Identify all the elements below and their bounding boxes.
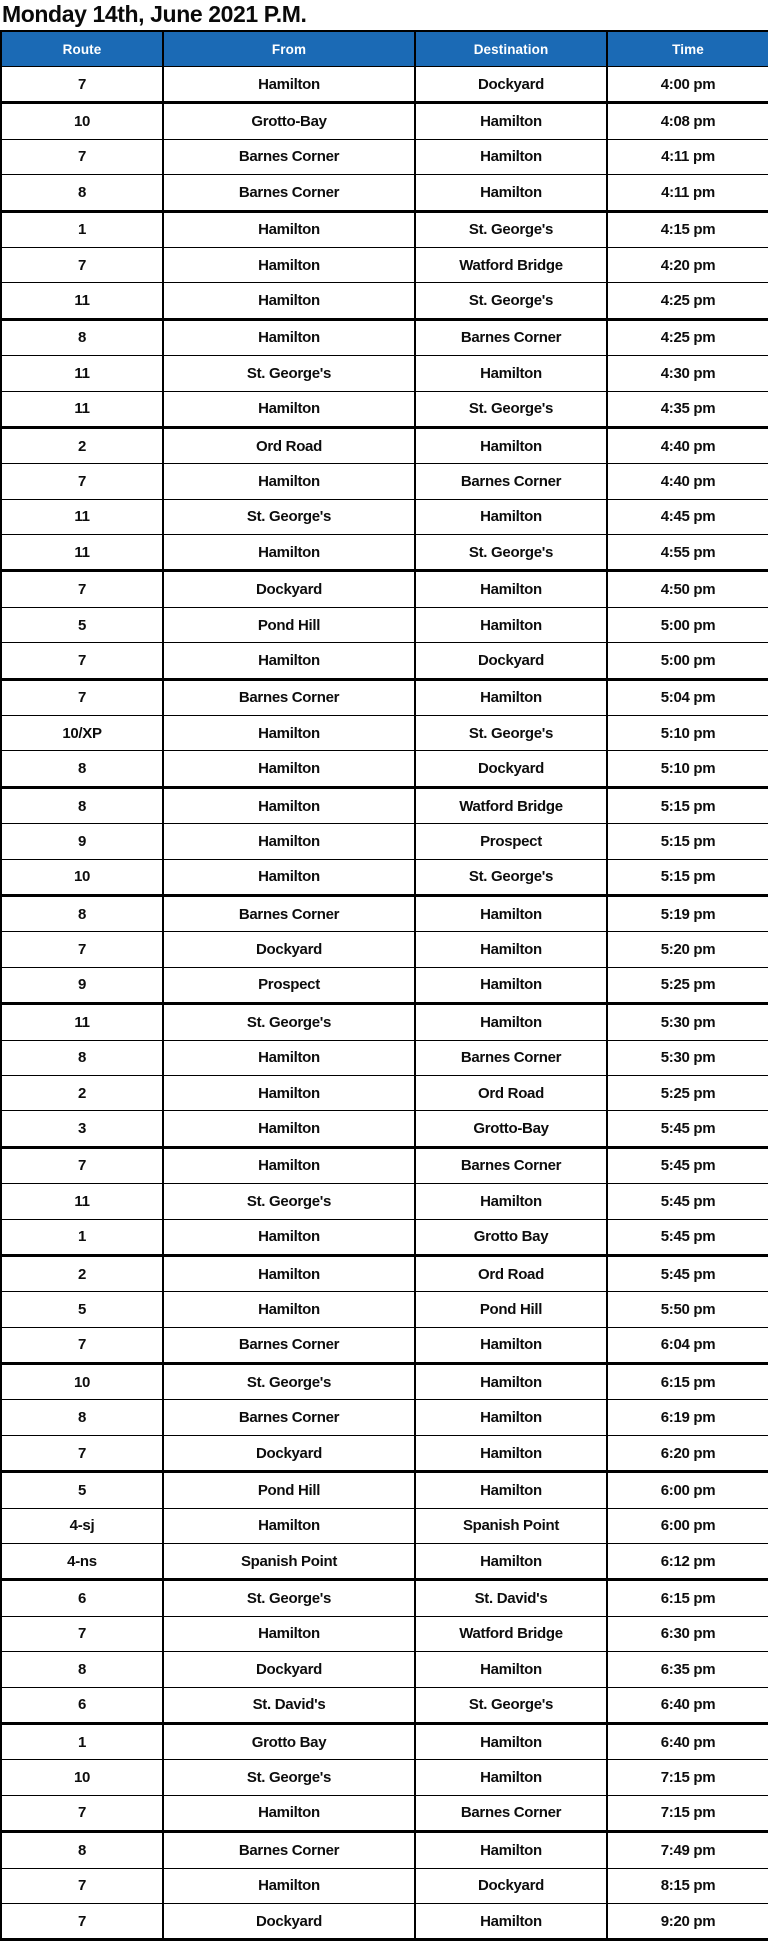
cell-from: St. George's [163,1184,415,1219]
cell-route: 7 [1,1435,163,1471]
cell-route: 11 [1,391,163,427]
cell-route: 2 [1,427,163,463]
table-row [1,175,768,211]
cell-destination: Hamilton [415,967,607,1003]
cell-destination: St. George's [415,391,607,427]
cell-route: 1 [1,211,163,247]
cell-from: Hamilton [163,1219,415,1255]
cell-time: 6:30 pm [607,1616,768,1651]
cell-route: 10 [1,103,163,139]
cell-from: Hamilton [163,1040,415,1075]
cell-destination: Hamilton [415,1364,607,1400]
cell-from: Hamilton [163,787,415,823]
cell-from: Pond Hill [163,607,415,642]
cell-route: 1 [1,1219,163,1255]
cell-route: 4-sj [1,1508,163,1543]
cell-from: Barnes Corner [163,1832,415,1868]
table-row [1,1004,768,1040]
cell-route: 2 [1,1255,163,1291]
cell-time: 6:40 pm [607,1723,768,1759]
table-row [1,103,768,139]
cell-destination: Hamilton [415,427,607,463]
cell-route: 5 [1,1472,163,1508]
cell-route: 7 [1,571,163,607]
table-row [1,1364,768,1400]
table-row [1,1616,768,1651]
cell-route: 7 [1,1147,163,1183]
cell-from: Hamilton [163,1795,415,1831]
cell-route: 8 [1,751,163,787]
cell-from: Barnes Corner [163,139,415,174]
cell-from: Hamilton [163,283,415,319]
cell-from: Hamilton [163,1508,415,1543]
table-row [1,1184,768,1219]
column-header-from: From [163,31,415,67]
table-row [1,643,768,679]
cell-destination: Hamilton [415,932,607,967]
cell-destination: St. George's [415,716,607,751]
column-header-destination: Destination [415,31,607,67]
cell-route: 7 [1,932,163,967]
cell-route: 2 [1,1075,163,1110]
cell-from: Hamilton [163,1147,415,1183]
cell-from: St. David's [163,1687,415,1723]
cell-route: 10 [1,1760,163,1795]
cell-time: 6:00 pm [607,1508,768,1543]
cell-destination: Dockyard [415,643,607,679]
table-row [1,1255,768,1291]
cell-route: 5 [1,607,163,642]
header-row [1,31,768,67]
cell-time: 6:19 pm [607,1400,768,1435]
cell-route: 8 [1,787,163,823]
cell-from: St. George's [163,499,415,534]
cell-from: Grotto-Bay [163,103,415,139]
table-row [1,1147,768,1183]
cell-time: 4:15 pm [607,211,768,247]
cell-from: Hamilton [163,824,415,859]
schedule-table [0,30,768,1941]
cell-destination: Hamilton [415,1472,607,1508]
table-row [1,427,768,463]
table-row [1,499,768,534]
cell-time: 7:15 pm [607,1760,768,1795]
table-row [1,211,768,247]
cell-time: 5:45 pm [607,1111,768,1147]
cell-route: 7 [1,1327,163,1363]
cell-time: 5:10 pm [607,716,768,751]
table-row [1,1219,768,1255]
cell-destination: Hamilton [415,1327,607,1363]
table-row [1,1832,768,1868]
cell-route: 8 [1,319,163,355]
cell-time: 5:15 pm [607,824,768,859]
cell-destination: Hamilton [415,103,607,139]
cell-time: 4:00 pm [607,67,768,103]
table-row [1,607,768,642]
table-row [1,319,768,355]
table-row [1,824,768,859]
table-row [1,1292,768,1327]
table-row [1,1760,768,1795]
cell-destination: St. George's [415,283,607,319]
cell-from: Hamilton [163,1255,415,1291]
cell-route: 8 [1,1652,163,1687]
cell-route: 8 [1,1832,163,1868]
cell-time: 6:04 pm [607,1327,768,1363]
cell-route: 11 [1,283,163,319]
cell-time: 5:45 pm [607,1147,768,1183]
cell-route: 8 [1,1040,163,1075]
table-row [1,535,768,571]
cell-time: 4:30 pm [607,356,768,391]
cell-from: Hamilton [163,535,415,571]
cell-destination: Hamilton [415,1004,607,1040]
table-row [1,1508,768,1543]
cell-from: Prospect [163,967,415,1003]
cell-route: 9 [1,967,163,1003]
cell-destination: Grotto Bay [415,1219,607,1255]
cell-route: 1 [1,1723,163,1759]
cell-time: 5:30 pm [607,1040,768,1075]
table-row [1,1687,768,1723]
cell-time: 6:15 pm [607,1364,768,1400]
table-row [1,787,768,823]
cell-from: Dockyard [163,1652,415,1687]
cell-time: 5:19 pm [607,895,768,931]
cell-destination: Barnes Corner [415,1147,607,1183]
cell-from: Hamilton [163,464,415,499]
cell-from: Spanish Point [163,1544,415,1580]
cell-from: St. George's [163,1580,415,1616]
cell-route: 7 [1,139,163,174]
cell-time: 4:25 pm [607,283,768,319]
table-row [1,1723,768,1759]
cell-destination: Watford Bridge [415,1616,607,1651]
cell-from: Barnes Corner [163,1327,415,1363]
cell-time: 6:12 pm [607,1544,768,1580]
cell-destination: Hamilton [415,175,607,211]
table-row [1,67,768,103]
table-row [1,1903,768,1939]
cell-from: Hamilton [163,1111,415,1147]
cell-time: 4:45 pm [607,499,768,534]
cell-from: Pond Hill [163,1472,415,1508]
cell-route: 10 [1,1364,163,1400]
cell-time: 4:50 pm [607,571,768,607]
cell-route: 7 [1,1868,163,1903]
cell-destination: St. David's [415,1580,607,1616]
schedule-table-header [1,31,768,67]
cell-time: 5:50 pm [607,1292,768,1327]
cell-destination: St. George's [415,859,607,895]
cell-time: 4:20 pm [607,247,768,282]
cell-route: 7 [1,679,163,715]
cell-destination: Pond Hill [415,1292,607,1327]
cell-destination: St. George's [415,1687,607,1723]
cell-time: 4:35 pm [607,391,768,427]
table-row [1,1652,768,1687]
table-row [1,679,768,715]
cell-time: 6:40 pm [607,1687,768,1723]
cell-route: 8 [1,895,163,931]
cell-destination: Ord Road [415,1075,607,1110]
table-row [1,1040,768,1075]
cell-time: 5:45 pm [607,1219,768,1255]
cell-time: 5:45 pm [607,1255,768,1291]
table-row [1,1544,768,1580]
cell-time: 5:00 pm [607,607,768,642]
cell-route: 7 [1,67,163,103]
cell-destination: Watford Bridge [415,247,607,282]
cell-destination: Barnes Corner [415,1040,607,1075]
cell-route: 10/XP [1,716,163,751]
table-row [1,1327,768,1363]
table-row [1,967,768,1003]
cell-destination: Hamilton [415,1832,607,1868]
cell-destination: Hamilton [415,499,607,534]
cell-from: Grotto Bay [163,1723,415,1759]
cell-time: 4:55 pm [607,535,768,571]
column-header-time: Time [607,31,768,67]
cell-time: 8:15 pm [607,1868,768,1903]
cell-route: 6 [1,1687,163,1723]
cell-time: 4:11 pm [607,175,768,211]
cell-from: St. George's [163,356,415,391]
cell-from: Dockyard [163,571,415,607]
cell-destination: Hamilton [415,1723,607,1759]
cell-destination: Dockyard [415,67,607,103]
cell-route: 3 [1,1111,163,1147]
cell-destination: Dockyard [415,751,607,787]
cell-from: Dockyard [163,1903,415,1939]
cell-destination: Hamilton [415,571,607,607]
cell-time: 6:00 pm [607,1472,768,1508]
cell-route: 7 [1,1795,163,1831]
cell-time: 7:49 pm [607,1832,768,1868]
table-row [1,283,768,319]
cell-from: Hamilton [163,67,415,103]
cell-destination: Spanish Point [415,1508,607,1543]
cell-from: Hamilton [163,859,415,895]
cell-from: Hamilton [163,1292,415,1327]
cell-route: 7 [1,1903,163,1939]
table-row [1,1868,768,1903]
cell-time: 5:15 pm [607,859,768,895]
column-header-route: Route [1,31,163,67]
cell-route: 5 [1,1292,163,1327]
cell-destination: Prospect [415,824,607,859]
cell-destination: Hamilton [415,1184,607,1219]
cell-time: 7:15 pm [607,1795,768,1831]
cell-from: Hamilton [163,247,415,282]
cell-from: Hamilton [163,643,415,679]
cell-route: 7 [1,247,163,282]
cell-destination: Hamilton [415,679,607,715]
cell-destination: Hamilton [415,139,607,174]
cell-from: Barnes Corner [163,1400,415,1435]
cell-from: Hamilton [163,391,415,427]
cell-route: 8 [1,1400,163,1435]
cell-destination: Barnes Corner [415,319,607,355]
cell-destination: St. George's [415,535,607,571]
table-row [1,139,768,174]
cell-destination: Barnes Corner [415,464,607,499]
cell-route: 11 [1,535,163,571]
cell-destination: Dockyard [415,1868,607,1903]
cell-route: 7 [1,643,163,679]
cell-destination: Hamilton [415,895,607,931]
cell-from: Hamilton [163,319,415,355]
cell-destination: Hamilton [415,1652,607,1687]
cell-route: 9 [1,824,163,859]
cell-from: Barnes Corner [163,175,415,211]
cell-from: Hamilton [163,1616,415,1651]
cell-time: 5:30 pm [607,1004,768,1040]
cell-route: 7 [1,464,163,499]
table-row [1,751,768,787]
cell-time: 4:40 pm [607,464,768,499]
cell-time: 4:25 pm [607,319,768,355]
table-row [1,1400,768,1435]
cell-destination: Hamilton [415,1435,607,1471]
table-row [1,391,768,427]
cell-from: St. George's [163,1364,415,1400]
cell-time: 5:04 pm [607,679,768,715]
page-title: Monday 14th, June 2021 P.M. [2,1,307,27]
table-row [1,464,768,499]
cell-destination: Barnes Corner [415,1795,607,1831]
cell-from: Hamilton [163,1868,415,1903]
cell-route: 10 [1,859,163,895]
cell-route: 11 [1,1004,163,1040]
cell-destination: Hamilton [415,356,607,391]
cell-time: 4:11 pm [607,139,768,174]
cell-time: 4:40 pm [607,427,768,463]
cell-route: 6 [1,1580,163,1616]
cell-from: Barnes Corner [163,895,415,931]
cell-time: 5:20 pm [607,932,768,967]
cell-destination: Grotto-Bay [415,1111,607,1147]
table-row [1,859,768,895]
table-row [1,1111,768,1147]
cell-time: 9:20 pm [607,1903,768,1939]
table-row [1,1435,768,1471]
table-row [1,1472,768,1508]
cell-route: 4-ns [1,1544,163,1580]
cell-time: 5:15 pm [607,787,768,823]
cell-from: St. George's [163,1004,415,1040]
cell-destination: Hamilton [415,1903,607,1939]
cell-destination: Hamilton [415,1400,607,1435]
cell-route: 11 [1,499,163,534]
cell-destination: Ord Road [415,1255,607,1291]
table-row [1,247,768,282]
cell-route: 8 [1,175,163,211]
schedule-table-body [1,67,768,1940]
cell-time: 6:15 pm [607,1580,768,1616]
cell-from: Hamilton [163,1075,415,1110]
table-row [1,1075,768,1110]
cell-from: St. George's [163,1760,415,1795]
cell-destination: Watford Bridge [415,787,607,823]
cell-time: 5:10 pm [607,751,768,787]
cell-destination: St. George's [415,211,607,247]
cell-time: 5:25 pm [607,967,768,1003]
cell-time: 5:00 pm [607,643,768,679]
cell-from: Dockyard [163,1435,415,1471]
cell-time: 5:45 pm [607,1184,768,1219]
cell-time: 6:20 pm [607,1435,768,1471]
table-row [1,1580,768,1616]
table-row [1,356,768,391]
cell-time: 4:08 pm [607,103,768,139]
cell-route: 11 [1,356,163,391]
cell-from: Hamilton [163,716,415,751]
cell-destination: Hamilton [415,607,607,642]
cell-from: Barnes Corner [163,679,415,715]
cell-time: 5:25 pm [607,1075,768,1110]
cell-from: Ord Road [163,427,415,463]
cell-destination: Hamilton [415,1544,607,1580]
cell-time: 6:35 pm [607,1652,768,1687]
cell-route: 7 [1,1616,163,1651]
cell-destination: Hamilton [415,1760,607,1795]
cell-from: Hamilton [163,211,415,247]
table-row [1,895,768,931]
cell-route: 11 [1,1184,163,1219]
table-row [1,716,768,751]
cell-from: Dockyard [163,932,415,967]
cell-from: Hamilton [163,751,415,787]
table-row [1,932,768,967]
table-row [1,571,768,607]
